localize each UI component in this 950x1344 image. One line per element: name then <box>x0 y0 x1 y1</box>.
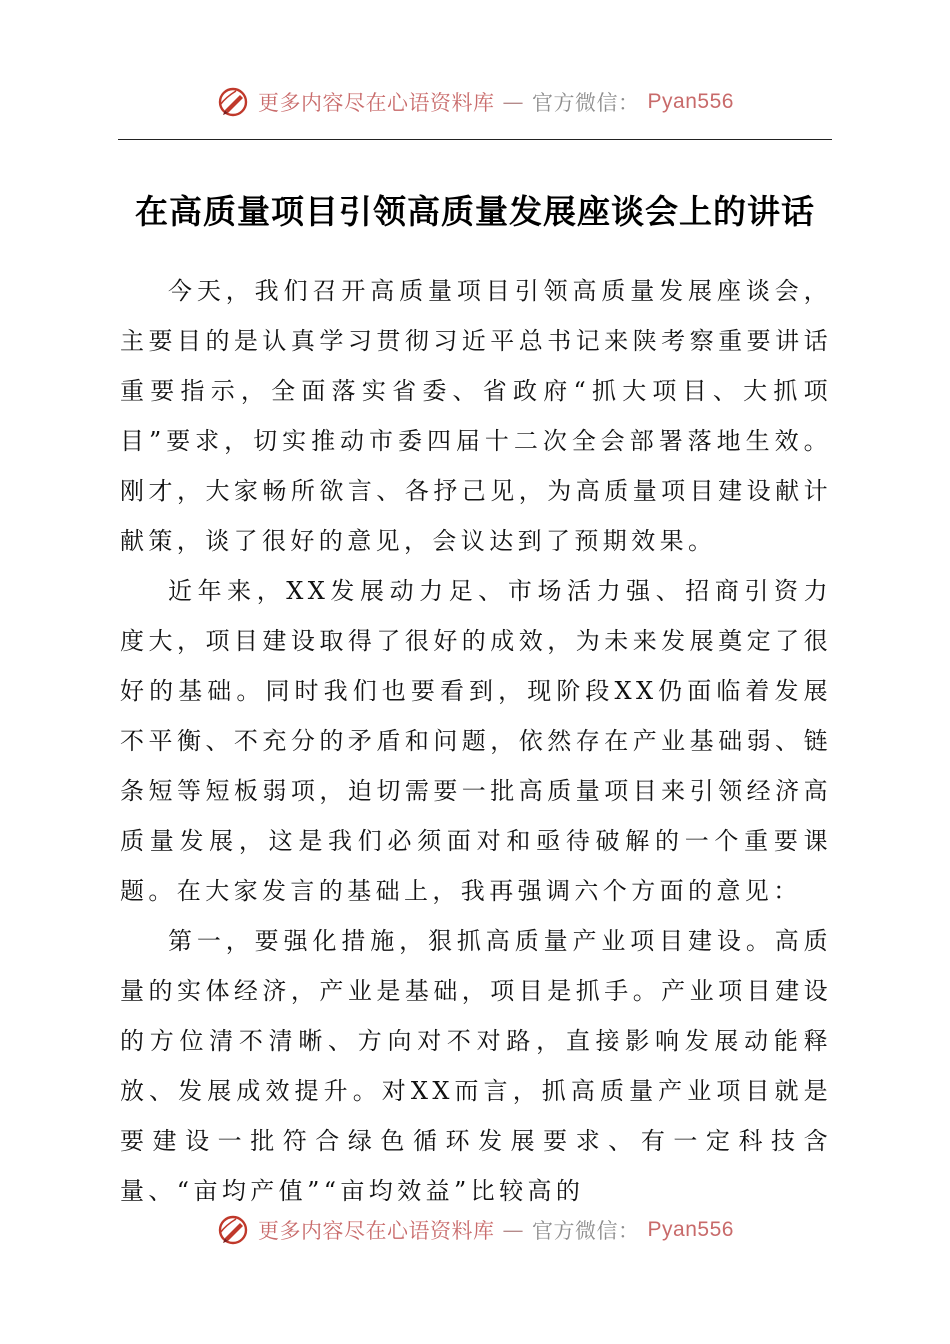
paragraph-1: 今天，我们召开高质量项目引领高质量发展座谈会，主要目的是认真学习贯彻习近平总书记来陕考察重要讲话重要指示，全面落实省委、省政府“抓大项目、大抓项目”要求，切实推动市委四届十二次全会部署落地生效。刚才，大家畅所欲言、各抒己见，为高质量项目建设献计献策，谈了很好的意见，会议达到了预期效果。 <box>120 277 832 555</box>
footer-watermark <box>0 1210 950 1250</box>
watermark-separator: — <box>502 90 525 114</box>
watermark-site-text: 更多内容尽在心语资料库 <box>258 91 495 115</box>
watermark-wechat-id: Pyan556 <box>647 90 734 113</box>
document-title: 在高质量项目引领高质量发展座谈会上的讲话 <box>135 192 815 231</box>
watermark-wechat-id: Pyan556 <box>647 1218 734 1241</box>
pen-logo-icon <box>216 1213 250 1247</box>
watermark-official-text: 官方微信： <box>532 1219 640 1243</box>
paragraph-2: 近年来，XX发展动力足、市场活力强、招商引资力度大，项目建设取得了很好的成效，为未来发展奠定了很好的基础。同时我们也要看到，现阶段XX仍面临着发展不平衡、不充分的矛盾和问题，依然存在产业基础弱、链条短等短板弱项，迫切需要一批高质量项目来引领经济高质量发展，这是我们必须面对和亟待破解的一个重要课题。在大家发言的基础上，我再强调六个方面的意见： <box>120 577 832 905</box>
pen-logo-icon <box>216 85 250 119</box>
header-watermark <box>0 82 950 122</box>
document-body <box>120 266 832 1216</box>
watermark-official-text: 官方微信： <box>532 91 640 115</box>
header-divider <box>118 139 832 140</box>
watermark-site-text: 更多内容尽在心语资料库 <box>258 1219 495 1243</box>
paragraph-3: 第一，要强化措施，狠抓高质量产业项目建设。高质量的实体经济，产业是基础，项目是抓手。产业项目建设的方位清不清晰、方向对不对路，直接影响发展动能释放、发展成效提升。对XX而言，抓高质量产业项目就是要建设一批符合绿色循环发展要求、有一定科技含量、“亩均产值”“亩均效益”比较高的 <box>120 927 832 1205</box>
watermark-separator: — <box>502 1218 525 1242</box>
